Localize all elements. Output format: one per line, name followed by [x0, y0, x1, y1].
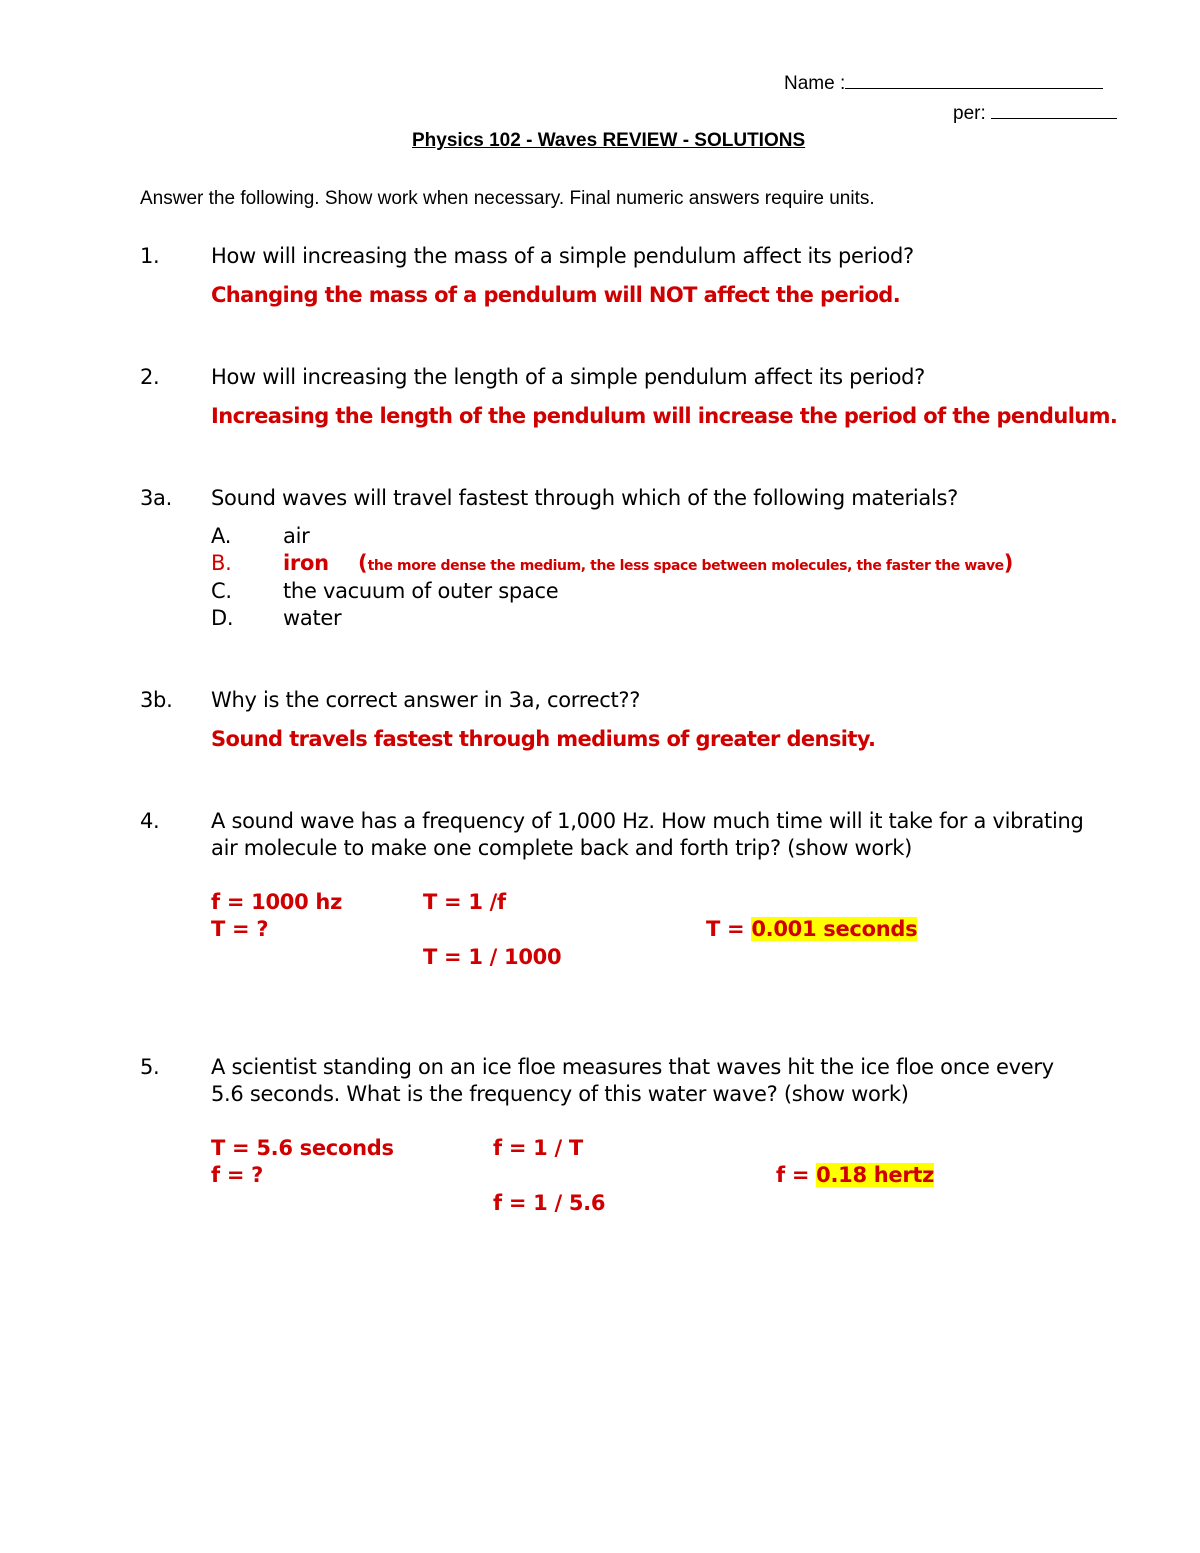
question-1-text: How will increasing the mass of a simple pendulum affect its period? — [211, 244, 914, 268]
question-2-text: How will increasing the length of a simple pendulum affect its period? — [211, 365, 926, 389]
page-title: Physics 102 - Waves REVIEW - SOLUTIONS — [412, 130, 806, 151]
question-2-answer: Increasing the length of the pendulum will increase the period of the pendulum. — [211, 404, 1118, 428]
question-2-number: 2. — [140, 365, 160, 389]
period-blank — [991, 104, 1117, 119]
q4-given-f: f = 1000 hz — [211, 890, 342, 914]
choice-c-letter: C. — [211, 579, 232, 603]
q5-given-t: T = 5.6 seconds — [211, 1136, 394, 1160]
period-label: per: — [953, 103, 992, 124]
choice-a-letter: A. — [211, 524, 232, 548]
q4-final-answer — [706, 917, 917, 941]
question-5-line-2: 5.6 seconds. What is the frequency of this water wave? (show work) — [211, 1082, 909, 1106]
q4-substitution: T = 1 / 1000 — [423, 945, 562, 969]
choice-b-explanation: the more dense the medium, the less space between molecules, the faster the wave — [367, 558, 1004, 574]
question-5-line-1: A scientist standing on an ice floe measures that waves hit the ice floe once every — [211, 1055, 1054, 1079]
question-3b-number: 3b. — [140, 688, 173, 712]
name-field — [784, 73, 1103, 95]
choice-a-text: air — [283, 524, 310, 548]
question-3a-number: 3a. — [140, 486, 173, 510]
q5-final-answer — [776, 1163, 934, 1187]
question-4-line-1: A sound wave has a frequency of 1,000 Hz. How much time will it take for a vibrating — [211, 809, 1084, 833]
choice-b-text: iron — [283, 551, 329, 575]
q5-substitution: f = 1 / 5.6 — [493, 1191, 606, 1215]
question-1-answer: Changing the mass of a pendulum will NOT affect the period. — [211, 283, 901, 307]
question-5-number: 5. — [140, 1055, 160, 1079]
q4-answer-prefix: T = — [706, 917, 752, 941]
question-3b-text: Why is the correct answer in 3a, correct?? — [211, 688, 641, 712]
q4-given-t: T = ? — [211, 917, 269, 941]
question-4-number: 4. — [140, 809, 160, 833]
question-3b-answer: Sound travels fastest through mediums of greater density. — [211, 727, 876, 751]
q5-given-f: f = ? — [211, 1163, 264, 1187]
instructions: Answer the following. Show work when necessary. Final numeric answers require units. — [140, 188, 875, 209]
question-1-number: 1. — [140, 244, 160, 268]
choice-b-note: (the more dense the medium, the less space between molecules, the faster the wave) — [358, 551, 1014, 575]
question-4-line-2: air molecule to make one complete back and forth trip? (show work) — [211, 836, 913, 860]
period-field — [953, 103, 1117, 125]
q4-formula: T = 1 /f — [423, 890, 506, 914]
name-blank — [845, 74, 1103, 89]
q5-answer-highlight: 0.18 hertz — [816, 1163, 935, 1187]
choice-d-text: water — [283, 606, 342, 630]
choice-b-letter: B. — [211, 551, 232, 575]
name-label: Name : — [784, 73, 846, 94]
q5-answer-prefix: f = — [776, 1163, 817, 1187]
q4-answer-highlight: 0.001 seconds — [751, 917, 918, 941]
q5-formula: f = 1 / T — [493, 1136, 583, 1160]
question-3a-text: Sound waves will travel fastest through which of the following materials? — [211, 486, 958, 510]
choice-c-text: the vacuum of outer space — [283, 579, 559, 603]
choice-d-letter: D. — [211, 606, 234, 630]
